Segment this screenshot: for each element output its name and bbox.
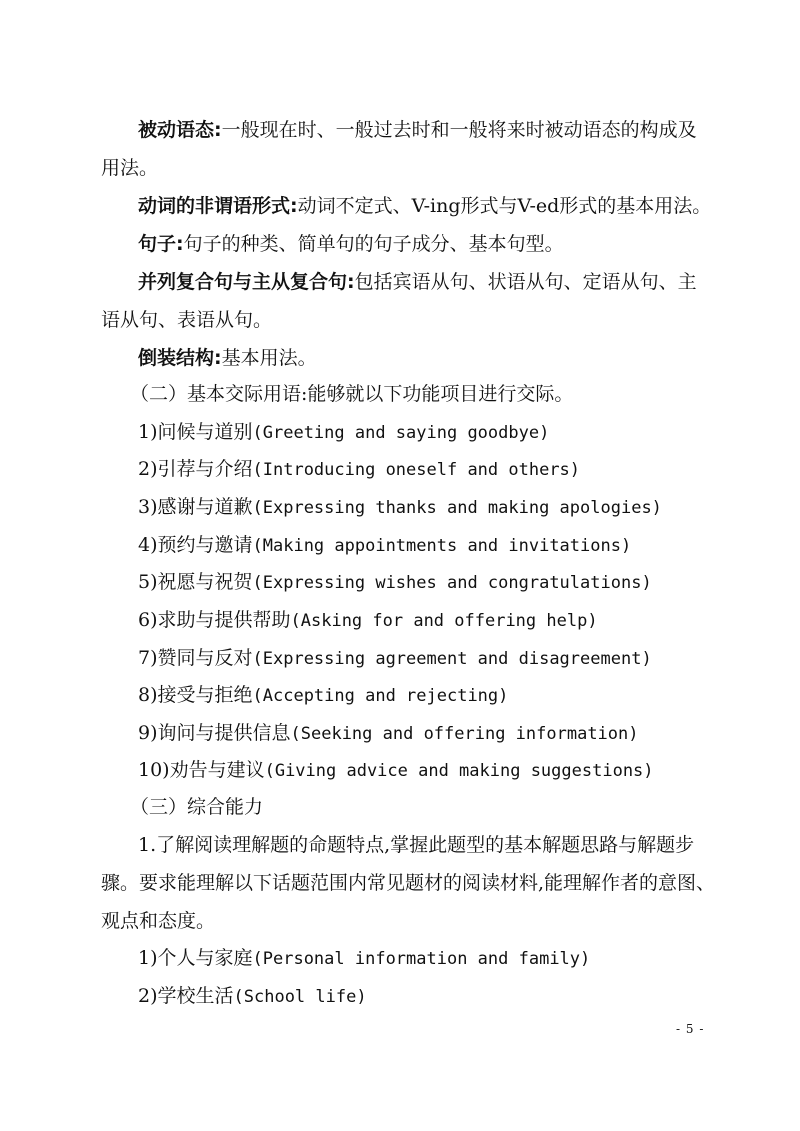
function-en: (Accepting and rejecting) [252,686,509,706]
function-cn: 1)问候与道别 [138,421,253,443]
function-cn: 2)引荐与介绍 [138,458,253,480]
reading-line-3: 观点和态度。 [101,910,216,932]
function-item [138,721,639,746]
function-item [138,533,631,558]
function-en: (Making appointments and invitations) [252,536,632,556]
function-item [138,495,662,520]
function-cn: 8)接受与拒绝 [138,684,253,706]
reading-line-1: 1.了解阅读理解题的命题特点,掌握此题型的基本解题思路与解题步 [138,834,695,856]
function-en: (Greeting and saying goodbye) [252,423,550,443]
term-passive: 被动语态: [138,119,222,141]
term-sentence: 句子: [138,233,184,255]
topic-cn: 1)个人与家庭 [138,947,253,969]
function-cn: 9)询问与提供信息 [138,722,291,744]
nonfinite-line [138,194,711,218]
topic-cn: 2)学校生活 [138,985,234,1007]
term-nonfinite: 动词的非谓语形式: [138,195,298,217]
function-en: (Expressing wishes and congratulations) [252,573,652,593]
function-en: (Giving advice and making suggestions) [264,761,654,781]
inversion-line [138,346,317,370]
function-en: (Expressing agreement and disagreement) [252,649,652,669]
function-item [138,758,654,783]
topic-item [138,984,367,1009]
function-cn: 10)劝告与建议 [138,759,265,781]
topic-item [138,946,590,971]
section2-heading: （二）基本交际用语:能够就以下功能项目进行交际。 [130,383,574,405]
text-passive-2: 用法。 [101,157,159,179]
function-item [138,420,549,445]
function-item [138,608,598,633]
function-en: (Introducing oneself and others) [252,460,581,480]
sentence-line [138,232,564,256]
text-passive-1: 一般现在时、一般过去时和一般将来时被动语态的构成及 [221,119,697,141]
function-cn: 3)感谢与道歉 [138,496,253,518]
text-nonfinite: 动词不定式、V-ing形式与V-ed形式的基本用法。 [297,195,712,217]
function-cn: 6)求助与提供帮助 [138,609,291,631]
text-sentence: 句子的种类、简单句的句子成分、基本句型。 [183,233,564,255]
function-item [138,457,580,482]
function-en: (Expressing thanks and making apologies) [252,498,662,518]
function-en: (Seeking and offering information) [290,724,639,744]
function-cn: 5)祝愿与祝贺 [138,571,253,593]
text-compound-1: 包括宾语从句、状语从句、定语从句、主 [354,271,697,293]
function-item [138,683,508,708]
function-cn: 7)赞同与反对 [138,647,253,669]
term-inversion: 倒装结构: [138,347,222,369]
topic-en: (School life) [233,987,367,1007]
reading-line-2: 骤。要求能理解以下话题范围内常见题材的阅读材料,能理解作者的意图、 [101,872,716,894]
passive-voice-line-2 [101,156,158,180]
term-compound: 并列复合句与主从复合句: [138,271,355,293]
compound-line-2 [101,308,272,332]
compound-line [138,270,697,294]
function-cn: 4)预约与邀请 [138,534,253,556]
text-compound-2: 语从句、表语从句。 [101,309,273,331]
section3-heading: （三）综合能力 [130,796,264,818]
function-item [138,646,652,671]
function-en: (Asking for and offering help) [290,611,598,631]
passive-voice-line [138,118,697,142]
topic-en: (Personal information and family) [252,949,591,969]
function-item [138,570,652,595]
text-inversion: 基本用法。 [221,347,317,369]
page-number: - 5 - [676,1022,705,1036]
